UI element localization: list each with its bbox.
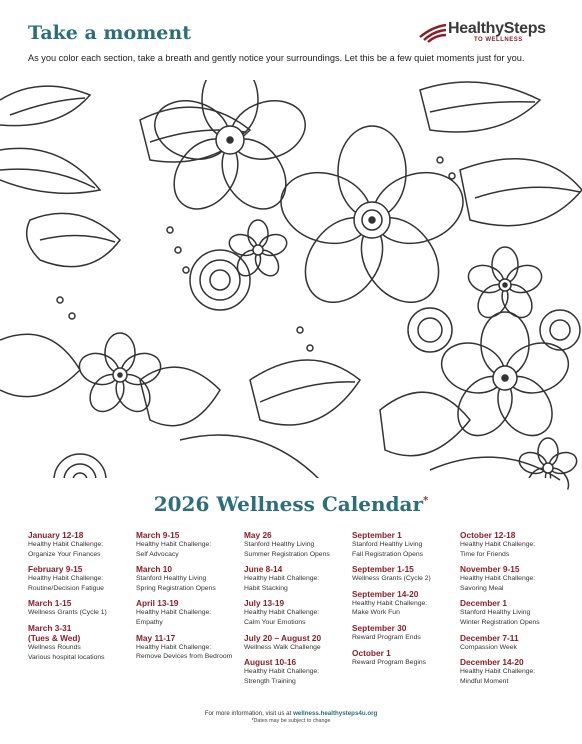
calendar-title-text: 2026 Wellness Calendar bbox=[153, 492, 424, 516]
event-date: January 12-18 bbox=[28, 530, 84, 540]
event-date: May 11-17 bbox=[136, 632, 176, 643]
event-date: July 20 – August 20 bbox=[244, 632, 322, 643]
event-date: July 13-19 bbox=[244, 598, 285, 609]
mandala-flowers-illustration bbox=[0, 80, 582, 490]
event-date: June 8-14 bbox=[244, 564, 283, 575]
calendar-event bbox=[136, 633, 244, 662]
intro-text: As you color each section, take a breath and gently notice your surroundings. Let this be a few quiet moments just for you. bbox=[28, 53, 525, 63]
event-date: October 12-18 bbox=[460, 530, 516, 540]
calendar-event bbox=[28, 623, 136, 662]
event-description: Healthy Habit Challenge: bbox=[460, 541, 536, 548]
event-description: Spring Registration Opens bbox=[136, 584, 216, 592]
footer-link[interactable]: wellness.healthysteps4u.org bbox=[293, 710, 378, 717]
event-description: Winter Registration Opens bbox=[460, 618, 540, 626]
event-description: Make Work Fun bbox=[352, 609, 400, 617]
event-description: Healthy Habit Challenge: bbox=[244, 668, 320, 676]
footer-info bbox=[0, 710, 582, 717]
calendar-event bbox=[352, 589, 460, 618]
calendar-event bbox=[460, 530, 568, 559]
calendar-event bbox=[136, 564, 244, 593]
calendar-event bbox=[352, 530, 460, 559]
event-description: Healthy Habit Challenge: bbox=[244, 609, 320, 617]
footer-info-prefix: For more information, visit us at bbox=[204, 710, 294, 717]
calendar-column bbox=[352, 530, 460, 691]
calendar-columns bbox=[28, 530, 568, 691]
calendar-column bbox=[28, 530, 136, 691]
event-date: December 7-11 bbox=[460, 632, 519, 643]
event-description: Wellness Walk Challenge bbox=[244, 643, 321, 651]
event-description: Self Advocacy bbox=[136, 550, 179, 558]
event-description: Organize Your Finances bbox=[28, 550, 101, 558]
event-date: September 30 bbox=[352, 622, 407, 633]
event-description: Healthy Habit Challenge: bbox=[28, 575, 104, 583]
calendar-event bbox=[28, 564, 136, 593]
event-description: Remove Devices from Bedroom bbox=[136, 653, 233, 661]
event-date: February 9-15 bbox=[28, 564, 83, 575]
event-date: October 1 bbox=[352, 647, 391, 658]
footer-note: *Dates may be subject to change bbox=[251, 718, 331, 724]
event-description: Calm Your Emotions bbox=[244, 618, 306, 626]
calendar-event bbox=[460, 564, 568, 593]
event-description: Stanford Healthy Living bbox=[244, 541, 315, 548]
event-description: Time for Friends bbox=[460, 550, 510, 558]
calendar-event bbox=[136, 530, 244, 559]
event-description: Compassion Week bbox=[460, 643, 517, 651]
calendar-event bbox=[352, 623, 460, 643]
event-description: Healthy Habit Challenge: bbox=[136, 541, 212, 548]
calendar-event bbox=[244, 564, 352, 593]
calendar-event bbox=[460, 598, 568, 627]
calendar-event bbox=[460, 657, 568, 686]
page-title: Take a moment bbox=[28, 22, 191, 44]
healthysteps-logo bbox=[418, 20, 560, 46]
event-description: Savoring Meal bbox=[460, 584, 504, 592]
event-description: Strength Training bbox=[244, 677, 296, 685]
event-description: Healthy Habit Challenge: bbox=[244, 575, 320, 583]
calendar-title-asterisk: * bbox=[423, 495, 429, 507]
event-date: September 1 bbox=[352, 530, 402, 540]
event-description: Stanford Healthy Living bbox=[460, 609, 531, 617]
event-description: Wellness Grants (Cycle 2) bbox=[352, 575, 431, 583]
event-description: Various hospital locations bbox=[28, 653, 105, 661]
event-date: April 13-19 bbox=[136, 598, 179, 609]
event-date-detail: (Tues & Wed) bbox=[28, 632, 81, 643]
event-date: March 1-15 bbox=[28, 598, 72, 609]
calendar-event bbox=[28, 530, 136, 559]
event-date: May 26 bbox=[244, 530, 272, 540]
event-description: Fall Registration Opens bbox=[352, 550, 424, 558]
event-description: Habit Stacking bbox=[244, 584, 288, 592]
event-description: Mindful Moment bbox=[460, 677, 509, 685]
event-description: Healthy Habit Challenge: bbox=[460, 575, 536, 583]
calendar-column bbox=[460, 530, 568, 691]
logo-stripes-icon bbox=[418, 21, 448, 43]
event-description: Healthy Habit Challenge: bbox=[352, 599, 428, 607]
calendar-event bbox=[244, 633, 352, 653]
event-date: November 9-15 bbox=[460, 564, 520, 575]
coloring-artwork bbox=[0, 80, 582, 490]
event-description: Reward Program Ends bbox=[352, 633, 421, 641]
calendar-column bbox=[244, 530, 352, 691]
event-date: March 3-31 bbox=[28, 622, 72, 633]
event-description: Healthy Habit Challenge: bbox=[136, 609, 212, 617]
calendar-event bbox=[460, 633, 568, 653]
event-description: Wellness Grants (Cycle 1) bbox=[28, 609, 107, 617]
calendar-title bbox=[0, 492, 582, 516]
logo-tagline: TO WELLNESS bbox=[474, 37, 523, 43]
calendar-column bbox=[136, 530, 244, 691]
calendar-event bbox=[352, 648, 460, 668]
calendar-event bbox=[244, 598, 352, 627]
event-date: December 14-20 bbox=[460, 657, 524, 668]
event-description: Routine/Decision Fatigue bbox=[28, 584, 104, 592]
event-description: Wellness Rounds bbox=[28, 643, 81, 651]
event-date: September 14-20 bbox=[352, 588, 419, 599]
event-description: Summer Registration Opens bbox=[244, 550, 330, 558]
event-date: August 10-16 bbox=[244, 657, 297, 668]
event-description: Empathy bbox=[136, 618, 163, 626]
event-description: Healthy Habit Challenge: bbox=[136, 643, 212, 651]
calendar-event bbox=[28, 598, 136, 618]
event-date: March 9-15 bbox=[136, 530, 180, 540]
event-description: Healthy Habit Challenge: bbox=[460, 668, 536, 676]
event-description: Stanford Healthy Living bbox=[352, 541, 423, 548]
logo-name: HealthySteps bbox=[448, 20, 546, 37]
calendar-event bbox=[352, 564, 460, 584]
event-description: Reward Program Begins bbox=[352, 658, 427, 666]
calendar-event bbox=[136, 598, 244, 627]
event-description: Healthy Habit Challenge: bbox=[28, 541, 104, 548]
event-date: March 10 bbox=[136, 564, 172, 575]
calendar-event bbox=[244, 657, 352, 686]
event-description: Stanford Healthy Living bbox=[136, 575, 207, 583]
event-date: December 1 bbox=[460, 598, 508, 609]
event-date: September 1-15 bbox=[352, 564, 414, 575]
calendar-event bbox=[244, 530, 352, 559]
